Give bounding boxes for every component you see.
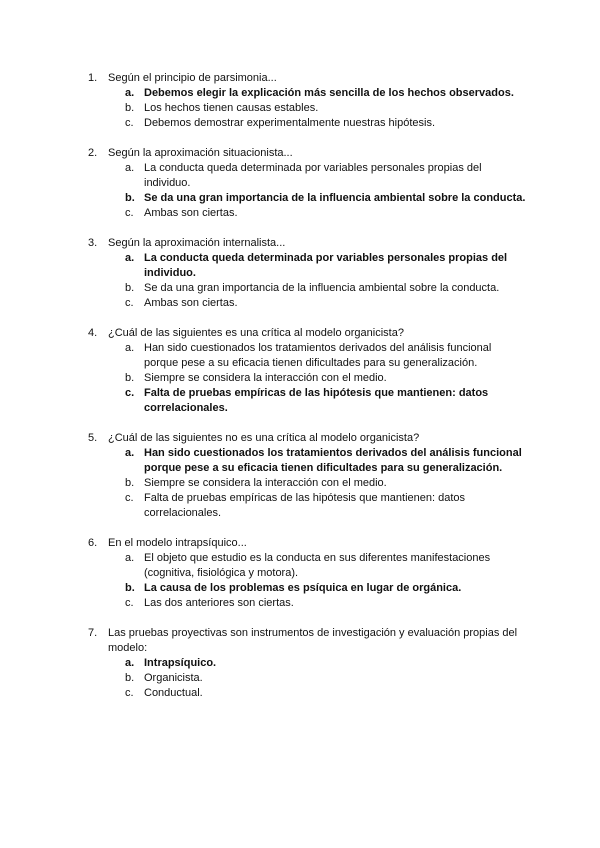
option-1-a	[88, 86, 528, 101]
question-number: 3.	[88, 237, 98, 249]
option-text: Falta de pruebas empíricas de las hipótesis que mantienen: datos correlacionales.	[144, 387, 489, 414]
option-label: c.	[125, 207, 134, 219]
option-text: Se da una gran importancia de la influencia ambiental sobre la conducta.	[144, 282, 500, 294]
option-label: a.	[125, 447, 135, 459]
option-6-a	[88, 551, 528, 581]
question-text: ¿Cuál de las siguientes no es una crítica al modelo organicista?	[108, 432, 420, 444]
option-4-c	[88, 386, 528, 416]
option-text: Falta de pruebas empíricas de las hipótesis que mantienen: datos correlacionales.	[144, 492, 466, 519]
option-text: La conducta queda determinada por variables personales propias del individuo.	[144, 162, 482, 189]
question-6	[88, 536, 528, 611]
option-6-b	[88, 581, 528, 596]
option-list	[88, 656, 528, 701]
option-2-b	[88, 191, 528, 206]
option-text: Ambas son ciertas.	[144, 207, 238, 219]
question-text: Según la aproximación situacionista...	[108, 147, 293, 159]
option-text: Organicista.	[144, 672, 203, 684]
question-number: 4.	[88, 327, 98, 339]
question-text: En el modelo intrapsíquico...	[108, 537, 247, 549]
question-list	[88, 71, 528, 716]
question-2	[88, 146, 528, 221]
option-label: a.	[125, 162, 135, 174]
option-text: Debemos demostrar experimentalmente nuestras hipótesis.	[144, 117, 436, 129]
option-text: Siempre se considera la interacción con el medio.	[144, 372, 387, 384]
option-label: c.	[125, 687, 134, 699]
option-text: Ambas son ciertas.	[144, 297, 238, 309]
option-4-a	[88, 341, 528, 371]
question-5	[88, 431, 528, 521]
question-4	[88, 326, 528, 416]
option-list	[88, 251, 528, 311]
option-label: b.	[125, 372, 135, 384]
option-5-c	[88, 491, 528, 521]
question-line	[88, 236, 528, 251]
option-label: a.	[125, 657, 135, 669]
option-text: Han sido cuestionados los tratamientos derivados del análisis funcional porque pese a su eficacia tienen dificultades para su generalización.	[144, 447, 522, 474]
question-line	[88, 626, 528, 656]
option-label: b.	[125, 582, 135, 594]
option-label: c.	[125, 387, 135, 399]
option-list	[88, 86, 528, 131]
question-line	[88, 431, 528, 446]
question-number: 5.	[88, 432, 98, 444]
option-4-b	[88, 371, 528, 386]
question-text: Según el principio de parsimonia...	[108, 72, 277, 84]
option-3-c	[88, 296, 528, 311]
question-line	[88, 536, 528, 551]
option-label: b.	[125, 282, 135, 294]
question-number: 1.	[88, 72, 98, 84]
option-7-a	[88, 656, 528, 671]
option-label: a.	[125, 552, 135, 564]
option-list	[88, 446, 528, 521]
option-5-b	[88, 476, 528, 491]
option-list	[88, 341, 528, 416]
question-text: ¿Cuál de las siguientes es una crítica al modelo organicista?	[108, 327, 404, 339]
option-label: a.	[125, 252, 135, 264]
option-1-c	[88, 116, 528, 131]
option-label: b.	[125, 102, 135, 114]
question-number: 2.	[88, 147, 98, 159]
option-text: Las dos anteriores son ciertas.	[144, 597, 294, 609]
question-number: 6.	[88, 537, 98, 549]
option-text: Debemos elegir la explicación más sencilla de los hechos observados.	[144, 87, 514, 99]
option-text: Han sido cuestionados los tratamientos derivados del análisis funcional porque pese a su eficacia tienen dificultades para su generalización.	[144, 342, 492, 369]
option-list	[88, 551, 528, 611]
option-text: El objeto que estudio es la conducta en sus diferentes manifestaciones (cognitiva, fisiológica y motora).	[144, 552, 491, 579]
option-label: c.	[125, 597, 134, 609]
option-text: Siempre se considera la interacción con el medio.	[144, 477, 387, 489]
question-line	[88, 71, 528, 86]
option-5-a	[88, 446, 528, 476]
question-number: 7.	[88, 627, 98, 639]
option-label: b.	[125, 672, 135, 684]
question-1	[88, 71, 528, 131]
option-label: c.	[125, 492, 134, 504]
option-text: La conducta queda determinada por variables personales propias del individuo.	[144, 252, 508, 279]
option-label: a.	[125, 87, 135, 99]
option-7-b	[88, 671, 528, 686]
question-text: Según la aproximación internalista...	[108, 237, 286, 249]
question-3	[88, 236, 528, 311]
option-2-c	[88, 206, 528, 221]
option-3-b	[88, 281, 528, 296]
option-label: c.	[125, 117, 134, 129]
option-1-b	[88, 101, 528, 116]
option-text: Conductual.	[144, 687, 203, 699]
option-3-a	[88, 251, 528, 281]
option-2-a	[88, 161, 528, 191]
option-label: a.	[125, 342, 135, 354]
option-text: Se da una gran importancia de la influencia ambiental sobre la conducta.	[144, 192, 526, 204]
option-label: c.	[125, 297, 134, 309]
option-7-c	[88, 686, 528, 701]
option-text: Intrapsíquico.	[144, 657, 217, 669]
option-label: b.	[125, 477, 135, 489]
option-text: Los hechos tienen causas estables.	[144, 102, 319, 114]
question-text: Las pruebas proyectivas son instrumentos de investigación y evaluación propias del modelo:	[108, 627, 518, 654]
option-label: b.	[125, 192, 135, 204]
option-text: La causa de los problemas es psíquica en lugar de orgánica.	[144, 582, 462, 594]
option-list	[88, 161, 528, 221]
option-6-c	[88, 596, 528, 611]
question-line	[88, 146, 528, 161]
question-line	[88, 326, 528, 341]
question-7	[88, 626, 528, 701]
